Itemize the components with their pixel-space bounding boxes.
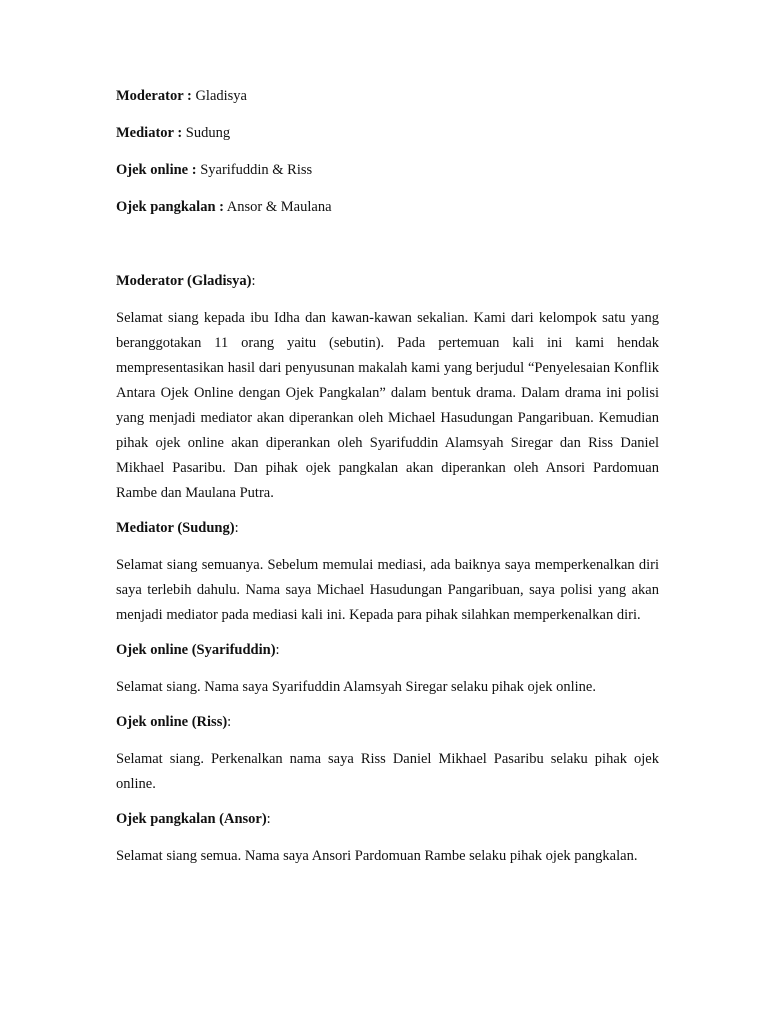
dialogue-text: Selamat siang. Nama saya Syarifuddin Alamsyah Siregar selaku pihak ojek online. xyxy=(116,679,596,695)
role-line-ojek-online xyxy=(116,160,659,180)
dialogue-text: Selamat siang semua. Nama saya Ansori Pardomuan Rambe selaku pihak ojek pangkalan. xyxy=(116,848,638,864)
speaker-heading xyxy=(116,809,659,829)
dialogue-text: Selamat siang kepada ibu Idha dan kawan-kawan sekalian. Kami dari kelompok satu yang beranggotakan 11 orang yaitu (sebutin). Pada pertemuan kali ini kami hendak mempresentasikan hasil dari penyusunan makalah kami yang berjudul “Penyelesaian Konflik Antara Ojek Online dengan Ojek Pangkalan” dalam bentuk drama. Dalam drama ini polisi yang menjadi mediator akan diperankan oleh Michael Hasudungan Pangaribuan. Kemudian pihak ojek online akan diperankan oleh Syarifuddin Alamsyah Siregar dan Riss Daniel Mikhael Pasaribu. Dan pihak ojek pangkalan akan diperankan oleh Ansori Pardomuan Rambe dan Maulana Putra. xyxy=(116,310,659,501)
speaker-heading xyxy=(116,640,659,660)
role-name: Ansor & Maulana xyxy=(223,199,332,215)
role-label: Mediator : xyxy=(116,125,183,141)
speaker-colon: : xyxy=(227,714,232,730)
role-name: Sudung xyxy=(182,125,231,141)
role-line-mediator xyxy=(116,123,659,143)
role-name: Gladisya xyxy=(191,88,247,104)
role-label: Ojek pangkalan : xyxy=(116,199,224,215)
dialogue-block-mediator xyxy=(116,518,659,628)
dialogue-block-ojek-online-syarifuddin xyxy=(116,640,659,700)
role-line-moderator xyxy=(116,86,659,106)
role-line-ojek-pangkalan xyxy=(116,197,659,217)
speaker-name: Ojek online (Syarifuddin) xyxy=(116,642,276,658)
speaker-heading xyxy=(116,271,659,291)
speaker-heading xyxy=(116,518,659,538)
dialogue-text: Selamat siang. Perkenalkan nama saya Riss Daniel Mikhael Pasaribu selaku pihak ojek online. xyxy=(116,751,659,792)
document-page xyxy=(116,86,659,881)
speaker-name: Mediator (Sudung) xyxy=(116,520,235,536)
speaker-colon: : xyxy=(266,811,271,827)
speaker-colon: : xyxy=(275,642,280,658)
speaker-name: Moderator (Gladisya) xyxy=(116,273,252,289)
speaker-colon: : xyxy=(234,520,239,536)
role-list xyxy=(116,86,659,217)
speaker-colon: : xyxy=(251,273,256,289)
dialogue-text: Selamat siang semuanya. Sebelum memulai mediasi, ada baiknya saya memperkenalkan diri saya terlebih dahulu. Nama saya Michael Hasudungan Pangaribuan, saya polisi yang akan menjadi mediator pada mediasi kali ini. Kepada para pihak silahkan memperkenalkan diri. xyxy=(116,557,659,623)
speaker-name: Ojek online (Riss) xyxy=(116,714,228,730)
speaker-name: Ojek pangkalan (Ansor) xyxy=(116,811,267,827)
speaker-heading xyxy=(116,712,659,732)
role-label: Ojek online : xyxy=(116,162,197,178)
role-label: Moderator : xyxy=(116,88,192,104)
dialogue-block-ojek-online-riss xyxy=(116,712,659,797)
role-name: Syarifuddin & Riss xyxy=(196,162,313,178)
dialogue-block-ojek-pangkalan-ansor xyxy=(116,809,659,869)
dialogue-block-moderator xyxy=(116,271,659,506)
